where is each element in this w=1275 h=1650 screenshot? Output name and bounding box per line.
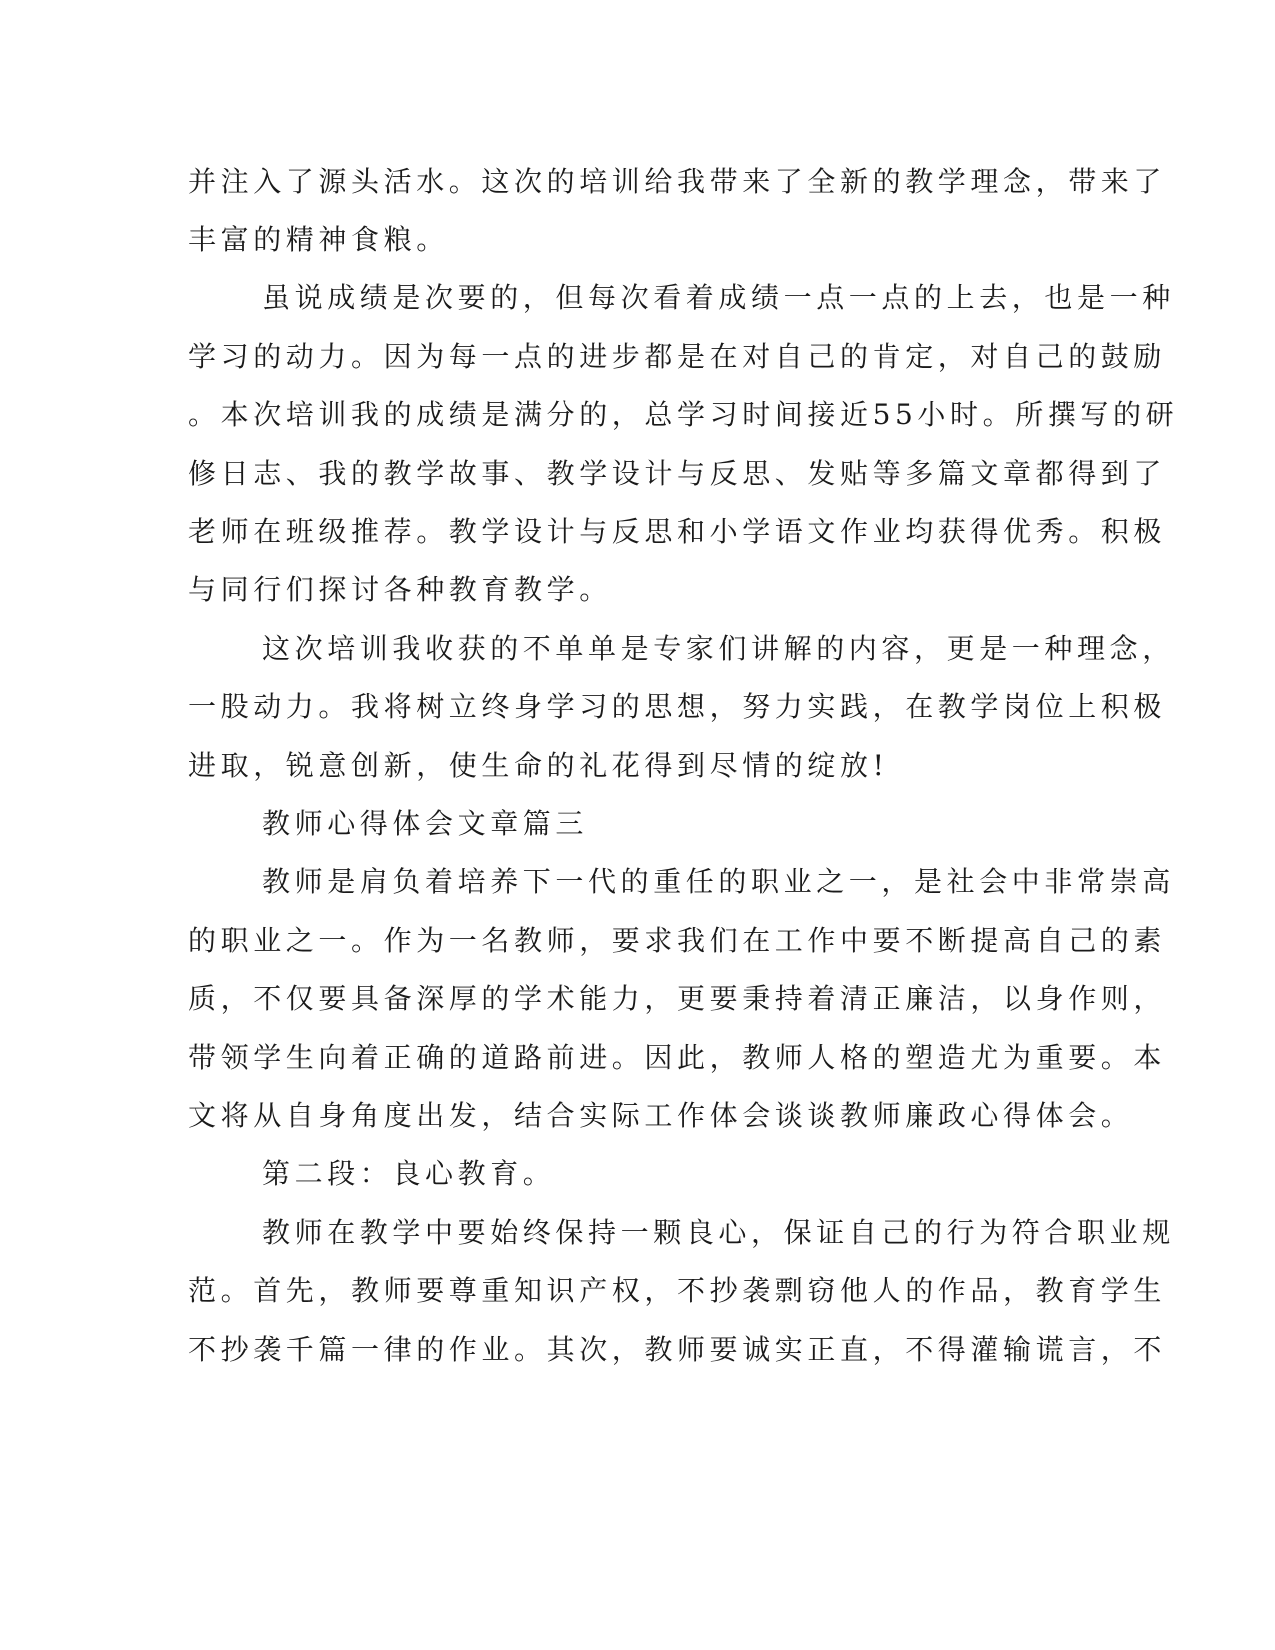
text-line: 质，不仅要具备深厚的学术能力，更要秉持着清正廉洁，以身作则， — [188, 982, 1167, 1015]
text-line: 的职业之一。作为一名教师，要求我们在工作中要不断提高自己的素 — [188, 924, 1167, 957]
text-line: 范。首先，教师要尊重知识产权，不抄袭剽窃他人的作品，教育学生 — [188, 1274, 1167, 1307]
text-line: 与同行们探讨各种教育教学。 — [188, 573, 612, 606]
text-line: 并注入了源头活水。这次的培训给我带来了全新的教学理念，带来了 — [188, 165, 1167, 198]
section-heading: 教师心得体会文章篇三 — [262, 807, 589, 840]
text-line: 老师在班级推荐。教学设计与反思和小学语文作业均获得优秀。积极 — [188, 515, 1167, 548]
text-line: 一股动力。我将树立终身学习的思想，努力实践，在教学岗位上积极 — [188, 690, 1167, 723]
text-line: 进取，锐意创新，使生命的礼花得到尽情的绽放! — [188, 749, 889, 782]
text-line: 不抄袭千篇一律的作业。其次，教师要诚实正直，不得灌输谎言，不 — [188, 1333, 1167, 1366]
paragraph-start-line: 这次培训我收获的不单单是专家们讲解的内容，更是一种理念， — [262, 632, 1175, 665]
text-line: 丰富的精神食粮。 — [188, 223, 449, 256]
paragraph-start-line: 教师是肩负着培养下一代的重任的职业之一，是社会中非常崇高 — [262, 865, 1175, 898]
text-line: 学习的动力。因为每一点的进步都是在对自己的肯定，对自己的鼓励 — [188, 340, 1167, 373]
text-line: 文将从自身角度出发，结合实际工作体会谈谈教师廉政心得体会。 — [188, 1099, 1134, 1132]
text-line: 修日志、我的教学故事、教学设计与反思、发贴等多篇文章都得到了 — [188, 457, 1167, 490]
paragraph-start-line: 虽说成绩是次要的，但每次看着成绩一点一点的上去，也是一种 — [262, 281, 1175, 314]
paragraph-start-line: 教师在教学中要始终保持一颗良心，保证自己的行为符合职业规 — [262, 1216, 1175, 1249]
text-line: 带领学生向着正确的道路前进。因此，教师人格的塑造尤为重要。本 — [188, 1041, 1167, 1074]
subsection-heading: 第二段：良心教育。 — [262, 1157, 556, 1190]
text-line: 。本次培训我的成绩是满分的，总学习时间接近55小时。所撰写的研 — [188, 398, 1179, 431]
